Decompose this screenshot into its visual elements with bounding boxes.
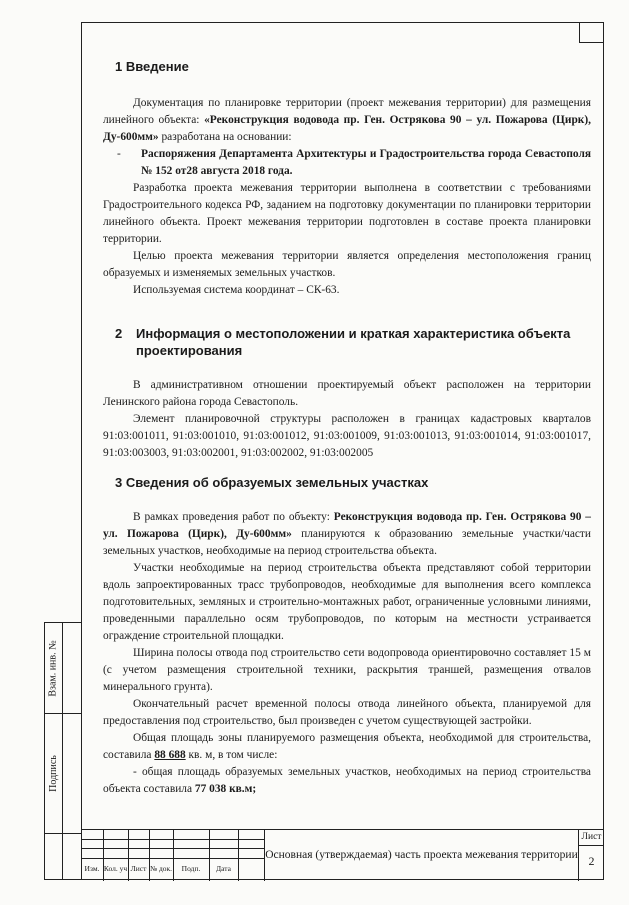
s3-paragraph-1: В рамках проведения работ по объекту: Реконструкция водовода пр. Ген. Острякова 90 – ул. Пожарова (Цирк), Ду-600мм» планируются к образованию земельные участки/части земельных участков, необходимые на период строительства объекта.: [103, 511, 592, 557]
section-2-heading: 2 Информация о местоположении и краткая характеристика объекта проектирования: [115, 326, 571, 358]
s1-paragraph-2: Разработка проекта межевания территории выполнена в соответствии с требованиями Градостроительного кодекса РФ, заданием на подготовку документации по планировки территории линейного объекта. Проект межевания территории подготовлен в составе проекта планировки территории.: [103, 182, 591, 245]
sheet-label: Лист: [579, 832, 604, 846]
col-date: Дата: [216, 864, 231, 873]
side-label-approval: Взам. инв. №: [48, 639, 60, 697]
s2-paragraph-1: В административном отношении проектируемый объект расположен на территории Ленинского района города Севастополь.: [103, 379, 591, 408]
col-kol-uch: Кол. уч: [103, 864, 128, 873]
side-stamp-column: [44, 622, 81, 880]
sheet-number: 2: [588, 854, 595, 868]
title-block: [81, 829, 604, 880]
sheet-number-box: [578, 830, 604, 881]
col-list: Лист: [130, 864, 147, 873]
side-label-signature: Подпись: [48, 754, 60, 792]
s3-paragraph-6: - общая площадь образуемых земельных участков, необходимых на период строительства объекта составила 77 038 кв.м;: [103, 766, 591, 795]
corner-box: [579, 22, 604, 43]
s1-paragraph-4: Используемая система координат – СК-63.: [133, 284, 340, 296]
s3-paragraph-4: Окончательный расчет временной полосы отвода линейного объекта, планируемой для предоставления под строительство, был произведен с учетом существующей застройки.: [103, 698, 591, 727]
s3-paragraph-2: Участки необходимые на период строительства объекта представляют собой территории вдоль запроектированных трасс трубопроводов, необходимые для выполнения всего комплекса подготовительных, земляных и строительно-монтажных работ, ограниченные условными линиями, проведенными параллельно осям трубопроводов, по которым на местности устраивается ограждение строительной площадки.: [103, 562, 591, 642]
s3-paragraph-5: Общая площадь зоны планируемого размещения объекта, необходимой для строительства, составила 88 688 кв. м, в том числе:: [103, 732, 591, 761]
s1-paragraph-1: Документация по планировке территории (проект межевания территории) для размещения линейного объекта: «Реконструкция водовода пр. Ген. Острякова 90 – ул. Пожарова (Цирк), Ду-600мм» разработана на основании:: [103, 97, 591, 143]
col-doc-no: № док.: [149, 864, 173, 873]
section-3-heading: 3 Сведения об образуемых земельных участках: [115, 475, 429, 490]
col-sign: Подп.: [181, 864, 201, 873]
document-body: [103, 58, 591, 798]
section-1-heading: 1 Введение: [115, 59, 189, 74]
s2-paragraph-2: Элемент планировочной структуры расположен в границах кадастровых кварталов 91:03:001011, 91:03:001010, 91:03:001012, 91:03:001009, 91:03:001013, 91:03:001014, 91:03:001017, 91:03:003003, 91:03:002001, 91:03:002002, 91:03:002005: [103, 413, 591, 459]
col-izm: Изм.: [84, 864, 100, 873]
document-title: Основная (утверждаемая) часть проекта межевания территории: [265, 849, 578, 861]
s1-paragraph-3: Целью проекта межевания территории является определения местоположения границ образуемых и изменяемых земельных участков.: [103, 250, 591, 279]
s1-bullet: - Распоряжения Департамента Архитектуры и Градостроительства города Севастополя № 152 от28 августа 2018 года.: [117, 148, 591, 177]
s3-paragraph-3: Ширина полосы отвода под строительство сети водопровода ориентировочно составляет 15 м (с учетом размещения строительной техники, раскрытия траншей, размещения отвалов минерального грунта).: [103, 647, 591, 693]
title-block-grid: [81, 830, 265, 881]
